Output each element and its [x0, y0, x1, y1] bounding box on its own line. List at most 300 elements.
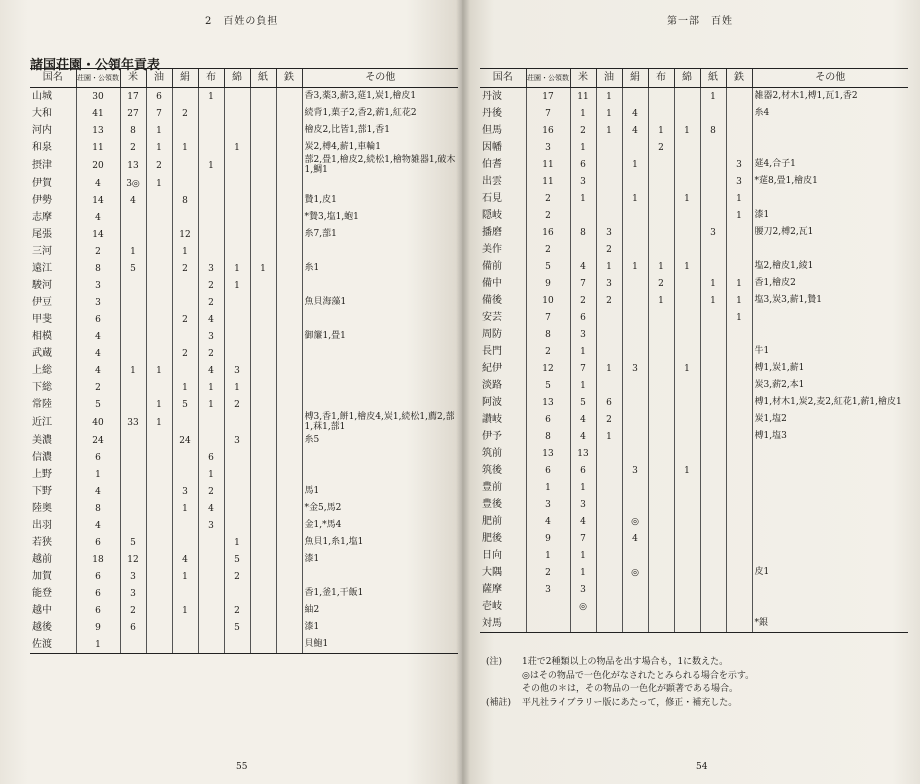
other-goods-cell: 糸7,蔀1 [302, 226, 458, 243]
other-goods-cell [302, 277, 458, 294]
table-cell [648, 394, 674, 411]
tribute-table-left [30, 68, 458, 654]
note-mark [486, 683, 522, 697]
province-name: 肥前 [482, 515, 502, 527]
other-goods-cell: *銀 [752, 615, 908, 633]
province-name: 伊賀 [32, 177, 52, 189]
other-goods-cell [752, 326, 908, 343]
other-goods-cell: 腰刀2,榑2,瓦1 [752, 224, 908, 241]
table-cell: 4 [76, 517, 120, 534]
table-cell [276, 449, 302, 466]
other-goods-cell: *莚8,畳1,檜皮1 [752, 173, 908, 190]
table-cell: 5 [224, 551, 250, 568]
table-cell [120, 294, 146, 311]
table-row [480, 173, 908, 190]
table-cell: 3 [622, 462, 648, 479]
table-row [480, 581, 908, 598]
province-name: 佐渡 [30, 636, 76, 654]
table-cell: 4 [76, 483, 120, 500]
table-cell: 7 [570, 530, 596, 547]
table-cell: 2 [224, 568, 250, 585]
table-cell [146, 500, 172, 517]
table-cell: 2 [120, 139, 146, 156]
column-header: 荘園・公領数 [526, 69, 570, 88]
table-cell [224, 483, 250, 500]
table-cell: 6 [76, 534, 120, 551]
table-cell [120, 345, 146, 362]
table-cell [700, 428, 726, 445]
table-cell: 2 [146, 156, 172, 175]
table-cell [146, 192, 172, 209]
other-goods-cell [752, 479, 908, 496]
table-cell [596, 547, 622, 564]
table-row [480, 428, 908, 445]
table-cell [250, 413, 276, 432]
table-cell: 2 [648, 275, 674, 292]
table-cell [224, 517, 250, 534]
table-cell [674, 343, 700, 360]
table-cell [648, 564, 674, 581]
column-header: 綿 [224, 69, 250, 88]
province-name: 肥後 [482, 532, 502, 544]
other-goods-cell: *贄3,塩1,蚫1 [302, 209, 458, 226]
table-cell [596, 173, 622, 190]
table-cell: 1 [596, 88, 622, 106]
table-cell: 5 [224, 619, 250, 636]
table-cell [726, 394, 752, 411]
table-cell: 4 [570, 258, 596, 275]
table-cell: 8 [700, 122, 726, 139]
table-cell [622, 445, 648, 462]
province-name: 三河 [32, 245, 52, 257]
table-row [480, 462, 908, 479]
table-cell: 1 [146, 396, 172, 413]
table-cell [146, 226, 172, 243]
other-goods-cell: 紬2 [302, 602, 458, 619]
table-cell: 6 [76, 311, 120, 328]
table-cell: 2 [526, 564, 570, 581]
column-header: 絹 [622, 69, 648, 88]
table-cell [276, 396, 302, 413]
table-cell [276, 260, 302, 277]
other-goods-cell: 榑1,炭1,薪1 [752, 360, 908, 377]
table-cell [276, 243, 302, 260]
table-cell [726, 530, 752, 547]
table-cell [700, 513, 726, 530]
table-cell: 6 [76, 585, 120, 602]
table-row [480, 326, 908, 343]
table-cell [700, 360, 726, 377]
table-cell [146, 449, 172, 466]
table-cell [726, 496, 752, 513]
table-row [480, 360, 908, 377]
province-name: 甲斐 [32, 313, 52, 325]
table-cell: 3◎ [120, 175, 146, 192]
table-cell [198, 551, 224, 568]
table-cell: 4 [526, 513, 570, 530]
table-cell: 3 [120, 568, 146, 585]
table-cell: 2 [76, 379, 120, 396]
table-cell [224, 311, 250, 328]
table-cell: 30 [76, 88, 120, 106]
table-cell [276, 568, 302, 585]
table-cell [700, 496, 726, 513]
table-row [480, 598, 908, 615]
table-cell [250, 517, 276, 534]
table-cell: 1 [172, 602, 198, 619]
table-cell: 7 [146, 105, 172, 122]
province-name: 周防 [482, 328, 502, 340]
province-name: 丹波 [482, 90, 502, 102]
table-cell: 4 [120, 192, 146, 209]
table-cell: 8 [76, 260, 120, 277]
table-cell [276, 379, 302, 396]
table-cell [146, 328, 172, 345]
column-header: 紙 [700, 69, 726, 88]
table-cell [596, 139, 622, 156]
table-cell [700, 190, 726, 207]
table-cell [726, 88, 752, 106]
table-cell [250, 483, 276, 500]
table-cell [172, 619, 198, 636]
table-cell [198, 243, 224, 260]
table-cell [596, 530, 622, 547]
table-cell [674, 224, 700, 241]
table-cell: 1 [648, 122, 674, 139]
table-cell: 5 [526, 258, 570, 275]
other-goods-cell [752, 122, 908, 139]
table-cell: 1 [146, 139, 172, 156]
table-cell [700, 615, 726, 633]
table-cell: 6 [526, 411, 570, 428]
column-header: 米 [570, 69, 596, 88]
table-cell: 2 [526, 190, 570, 207]
table-cell [276, 636, 302, 654]
table-cell [674, 292, 700, 309]
table-cell: 6 [526, 462, 570, 479]
table-cell: 8 [526, 326, 570, 343]
table-cell [622, 428, 648, 445]
table-cell [596, 309, 622, 326]
table-cell: 24 [172, 432, 198, 449]
other-goods-cell [302, 362, 458, 379]
table-cell [250, 449, 276, 466]
table-cell [570, 241, 596, 258]
table-cell [224, 192, 250, 209]
note-text: ◎はその物品で一色化がなされたとみられる場合を示す。 [522, 670, 755, 681]
table-cell: 9 [76, 619, 120, 636]
note-text: 平凡社ライブラリー版にあたって，修正・補充した。 [522, 697, 738, 708]
table-cell: 7 [526, 105, 570, 122]
table-cell [674, 105, 700, 122]
other-goods-cell: 炭2,榑4,薪1,車輪1 [302, 139, 458, 156]
table-row [30, 619, 458, 636]
table-cell [596, 326, 622, 343]
table-cell [172, 156, 198, 175]
table-cell [250, 328, 276, 345]
table-cell [700, 309, 726, 326]
table-cell: 2 [224, 602, 250, 619]
page-number: 55 [236, 762, 248, 772]
province-name: 上野 [32, 468, 52, 480]
table-cell: 1 [596, 360, 622, 377]
other-goods-cell: 魚貝海藻1 [302, 294, 458, 311]
table-cell [648, 309, 674, 326]
table-cell [172, 466, 198, 483]
other-goods-cell: 雑器2,材木1,榑1,瓦1,香2 [752, 88, 908, 106]
table-cell: 1 [596, 122, 622, 139]
table-cell [726, 564, 752, 581]
table-cell: 20 [76, 156, 120, 175]
table-cell [648, 173, 674, 190]
table-row [30, 277, 458, 294]
table-cell: 6 [76, 602, 120, 619]
table-row [30, 105, 458, 122]
table-cell: 5 [526, 377, 570, 394]
table-cell [648, 377, 674, 394]
other-goods-cell: 御簾1,畳1 [302, 328, 458, 345]
table-cell [726, 462, 752, 479]
table-cell: 4 [622, 530, 648, 547]
table-cell [648, 445, 674, 462]
province-name: 越後 [32, 621, 52, 633]
table-cell [120, 328, 146, 345]
table-cell: 1 [570, 377, 596, 394]
table-cell [250, 585, 276, 602]
table-cell: 5 [570, 394, 596, 411]
table-cell [726, 513, 752, 530]
table-cell [172, 636, 198, 654]
other-goods-cell: 皮1 [752, 564, 908, 581]
table-cell: 1 [526, 479, 570, 496]
page-number-right: 54 [696, 762, 708, 772]
table-cell [648, 326, 674, 343]
table-cell [622, 88, 648, 106]
table-cell [674, 156, 700, 173]
table-cell: 2 [172, 260, 198, 277]
table-cell: 13 [76, 122, 120, 139]
table-cell [198, 175, 224, 192]
table-cell: 1 [146, 122, 172, 139]
table-row [480, 258, 908, 275]
table-cell [250, 379, 276, 396]
table-cell [250, 432, 276, 449]
table-cell: 13 [120, 156, 146, 175]
table-cell [146, 277, 172, 294]
table-cell [172, 209, 198, 226]
table-row [480, 122, 908, 139]
table-cell [198, 619, 224, 636]
table-cell: 5 [120, 260, 146, 277]
table-cell [198, 568, 224, 585]
table-cell [622, 496, 648, 513]
table-cell: 3 [76, 277, 120, 294]
other-goods-cell [752, 496, 908, 513]
table-row [480, 105, 908, 122]
table-row [30, 379, 458, 396]
table-cell: 4 [76, 209, 120, 226]
table-cell [596, 445, 622, 462]
table-cell [596, 615, 622, 633]
table-cell: 1 [674, 258, 700, 275]
table-cell: 1 [172, 568, 198, 585]
table-cell: 1 [570, 547, 596, 564]
table-cell [674, 411, 700, 428]
table-cell: 17 [120, 88, 146, 106]
table-row [480, 309, 908, 326]
table-cell [700, 156, 726, 173]
province-name: 越中 [32, 604, 52, 616]
table-cell [674, 309, 700, 326]
table-row [480, 479, 908, 496]
table-cell: 2 [596, 411, 622, 428]
table-cell [674, 88, 700, 106]
table-cell: 3 [526, 581, 570, 598]
table-cell [700, 326, 726, 343]
table-cell [250, 311, 276, 328]
table-row [30, 534, 458, 551]
province-name: 備前 [482, 260, 502, 272]
table-cell [622, 343, 648, 360]
table-cell: 1 [146, 413, 172, 432]
table-cell [250, 277, 276, 294]
table-cell [726, 105, 752, 122]
table-cell: 8 [526, 428, 570, 445]
table-row [30, 122, 458, 139]
table-cell: 2 [120, 602, 146, 619]
table-cell: 2 [596, 241, 622, 258]
table-cell: 6 [120, 619, 146, 636]
province-name: 相模 [32, 330, 52, 342]
other-goods-cell: 馬1 [302, 483, 458, 500]
column-header: 絹 [172, 69, 198, 88]
province-name: 美濃 [32, 434, 52, 446]
table-cell [648, 343, 674, 360]
table-cell: 6 [596, 394, 622, 411]
table-cell [276, 362, 302, 379]
province-name: 下総 [32, 381, 52, 393]
table-cell: 2 [570, 122, 596, 139]
table-cell [146, 379, 172, 396]
table-cell [276, 88, 302, 106]
table-cell [276, 209, 302, 226]
table-cell [674, 479, 700, 496]
other-goods-cell [302, 568, 458, 585]
table-cell [146, 551, 172, 568]
province-name: 紀伊 [482, 362, 502, 374]
table-cell: 4 [76, 362, 120, 379]
table-cell [146, 432, 172, 449]
table-cell [700, 411, 726, 428]
note-text: その他の＊は，その物品の一色化が顕著である場合。 [522, 684, 739, 694]
table-cell [172, 294, 198, 311]
table-cell [224, 105, 250, 122]
table-cell [224, 226, 250, 243]
table-cell: 1 [224, 139, 250, 156]
table-cell: 1 [198, 466, 224, 483]
table-cell [146, 517, 172, 534]
province-name: 伯耆 [482, 158, 502, 170]
table-row [480, 394, 908, 411]
table-cell: 1 [674, 122, 700, 139]
table-cell [250, 345, 276, 362]
table-cell: 4 [622, 105, 648, 122]
table-cell: 17 [526, 88, 570, 106]
table-cell [146, 466, 172, 483]
table-cell [622, 309, 648, 326]
column-header: 鉄 [276, 69, 302, 88]
column-header: 布 [198, 69, 224, 88]
note-line [486, 683, 916, 697]
running-head: 第一部 百姓 [667, 16, 733, 27]
table-cell [276, 432, 302, 449]
table-cell [276, 294, 302, 311]
table-cell: 1 [622, 156, 648, 173]
province-name: 筑後 [482, 464, 502, 476]
table-cell: 3 [726, 173, 752, 190]
table-cell [726, 598, 752, 615]
table-cell [700, 343, 726, 360]
table-cell [120, 483, 146, 500]
table-row [30, 636, 458, 654]
table-cell [674, 513, 700, 530]
table-cell: 5 [76, 396, 120, 413]
table-cell [198, 226, 224, 243]
table-row [30, 260, 458, 277]
table-cell: 1 [224, 260, 250, 277]
province-name: 越前 [32, 553, 52, 565]
table-row [30, 551, 458, 568]
table-cell [648, 428, 674, 445]
table-cell [648, 462, 674, 479]
table-cell: 4 [570, 513, 596, 530]
table-cell: 1 [250, 260, 276, 277]
table-cell: 8 [172, 192, 198, 209]
table-cell [172, 534, 198, 551]
table-cell [648, 581, 674, 598]
table-cell [596, 156, 622, 173]
table-cell: 16 [526, 224, 570, 241]
table-cell [276, 311, 302, 328]
table-cell: 11 [570, 88, 596, 106]
table-cell: 40 [76, 413, 120, 432]
table-cell [250, 551, 276, 568]
table-cell [700, 394, 726, 411]
table-cell: 6 [570, 156, 596, 173]
table-cell [726, 241, 752, 258]
province-name: 大隅 [482, 566, 502, 578]
table-cell: 1 [726, 207, 752, 224]
table-row [30, 88, 458, 106]
province-name: 上総 [32, 364, 52, 376]
province-name: 壱岐 [482, 600, 502, 612]
table-cell [622, 207, 648, 224]
table-cell: 1 [700, 88, 726, 106]
running-head: 2 百姓の負担 [205, 16, 279, 27]
table-cell: 14 [76, 192, 120, 209]
province-name: 筑前 [482, 447, 502, 459]
table-cell [674, 598, 700, 615]
other-goods-cell [752, 530, 908, 547]
table-cell: 7 [570, 275, 596, 292]
table-cell [250, 226, 276, 243]
other-goods-cell [302, 175, 458, 192]
table-cell [674, 275, 700, 292]
table-cell [570, 207, 596, 224]
table-cell [198, 122, 224, 139]
province-name: 近江 [32, 416, 52, 428]
table-cell: 1 [570, 564, 596, 581]
